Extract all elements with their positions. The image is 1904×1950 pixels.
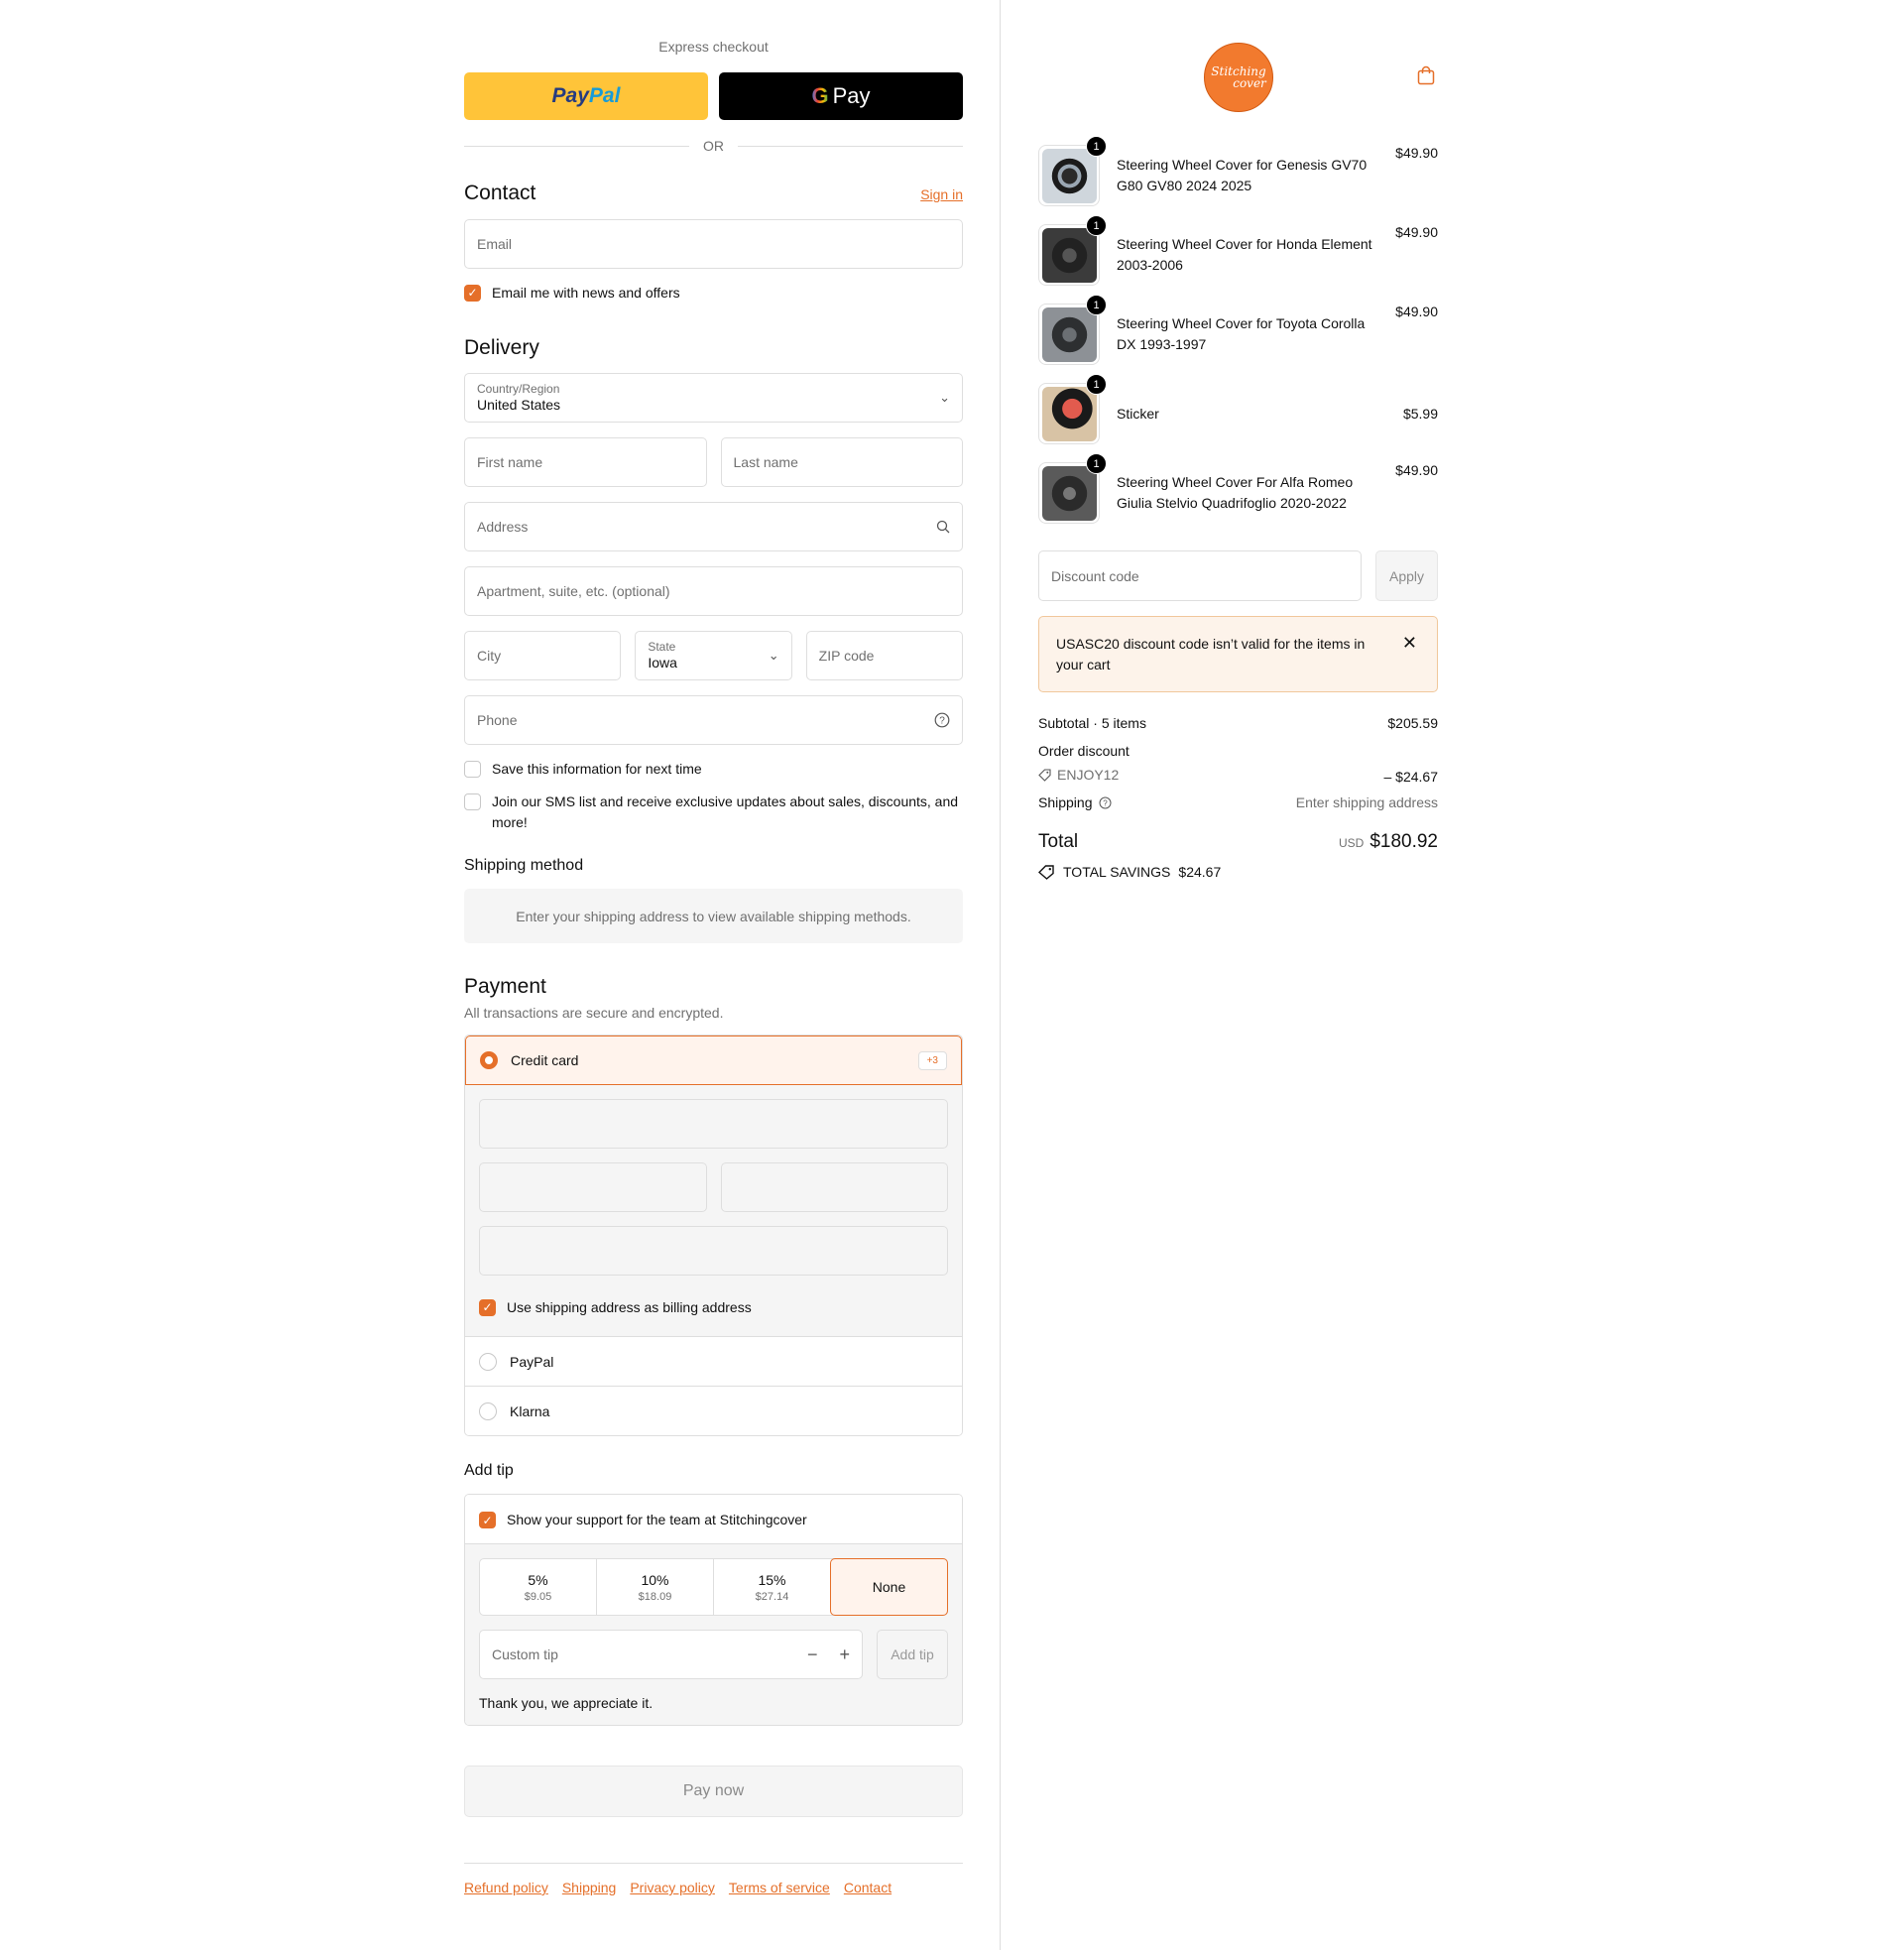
help-icon[interactable] (1099, 796, 1112, 809)
item-price: $5.99 (1402, 406, 1438, 422)
card-cvv-field[interactable] (721, 1162, 949, 1212)
discount-code-field[interactable] (1038, 550, 1362, 601)
svg-text:?: ? (939, 715, 945, 727)
payment-subtitle: All transactions are secure and encrypted. (464, 1005, 724, 1021)
discount-code-placeholder: Discount code (1051, 567, 1139, 584)
tip-support-checkbox[interactable]: ✓ (479, 1512, 496, 1528)
tip-amount: $9.05 (524, 1590, 552, 1603)
total-value: $180.92 (1369, 831, 1438, 852)
save-info-row[interactable] (464, 759, 963, 780)
paypal-express-button[interactable] (464, 72, 708, 120)
google-pay-label: Pay (832, 83, 871, 108)
save-info-label: Save this information for next time (492, 761, 702, 777)
state-value: Iowa (648, 655, 677, 670)
apartment-field[interactable] (464, 566, 963, 616)
shopping-bag-icon[interactable] (1417, 65, 1435, 85)
more-cards-badge: +3 (918, 1051, 947, 1070)
steering-wheel-image (1042, 228, 1097, 283)
last-name-placeholder: Last name (733, 454, 798, 470)
shipping-label: Shipping (1038, 794, 1093, 810)
custom-tip-placeholder: Custom tip (492, 1646, 558, 1662)
chevron-down-icon: ⌄ (768, 648, 779, 663)
checkout-main (464, 0, 963, 1895)
zip-field[interactable] (806, 631, 963, 680)
subtotal-value: $205.59 (1387, 715, 1438, 731)
payment-methods (464, 1035, 963, 1436)
item-price: $49.90 (1395, 145, 1438, 161)
shipping-method-note-text: Enter your shipping address to view available shipping methods. (516, 908, 911, 924)
google-g-icon: G (811, 83, 829, 108)
search-icon (936, 520, 950, 534)
close-icon[interactable]: ✕ (1401, 633, 1417, 653)
cart-item (1038, 140, 1438, 206)
google-pay-button[interactable] (719, 72, 963, 120)
klarna-option-label: Klarna (510, 1402, 550, 1419)
tip-option-5[interactable] (480, 1559, 596, 1615)
paypal-option[interactable] (465, 1336, 962, 1386)
item-price: $49.90 (1395, 462, 1438, 478)
steering-wheel-image (1042, 149, 1097, 203)
state-label: State (648, 640, 676, 654)
cart-item (1038, 219, 1438, 286)
total-amount (1339, 831, 1438, 853)
delivery-title: Delivery (464, 336, 539, 359)
tip-percent: 10% (641, 1571, 669, 1588)
tip-amount: $27.14 (755, 1590, 789, 1603)
quantity-badge: 1 (1086, 136, 1107, 157)
first-name-field[interactable] (464, 437, 707, 487)
news-checkbox-row[interactable] (464, 283, 963, 304)
logo-line2: cover (1233, 76, 1266, 90)
tip-support-row[interactable] (465, 1495, 962, 1544)
quantity-badge: 1 (1086, 215, 1107, 236)
email-placeholder: Email (477, 236, 513, 252)
express-checkout-label: Express checkout (658, 39, 769, 55)
klarna-option[interactable] (465, 1386, 962, 1435)
name-row (464, 437, 963, 487)
total-label: Total (1038, 831, 1079, 852)
address-placeholder: Address (477, 519, 529, 535)
store-logo[interactable] (1204, 43, 1273, 112)
contact-header (464, 182, 963, 205)
contact-title: Contact (464, 182, 536, 204)
card-expiry-field[interactable] (479, 1162, 707, 1212)
quantity-badge: 1 (1086, 295, 1107, 315)
tip-option-none[interactable] (830, 1558, 948, 1616)
subtotal-label: Subtotal · 5 items (1038, 715, 1146, 731)
city-placeholder: City (477, 648, 502, 664)
apply-discount-button[interactable]: Apply (1375, 550, 1438, 601)
tag-icon (1038, 769, 1051, 782)
apartment-placeholder: Apartment, suite, etc. (optional) (477, 583, 670, 599)
item-thumbnail (1038, 299, 1100, 365)
help-icon[interactable] (934, 712, 950, 728)
order-summary-column (1002, 0, 1904, 1950)
divider-line (464, 146, 689, 147)
news-checkbox-label: Email me with news and offers (492, 285, 680, 301)
sms-label: Join our SMS list and receive exclusive updates about sales, discounts, and more! (492, 793, 959, 830)
add-tip-button[interactable]: Add tip (877, 1630, 948, 1679)
item-name: Steering Wheel Cover for Honda Element 2003-2006 (1117, 236, 1372, 273)
currency-code: USD (1338, 836, 1365, 850)
discount-row (1038, 550, 1438, 601)
steering-wheel-image (1042, 466, 1097, 521)
subtotal-row (1038, 715, 1438, 731)
city-state-zip-row (464, 631, 963, 680)
or-label: OR (703, 138, 724, 154)
pay-now-button[interactable]: Pay now (464, 1766, 963, 1817)
divider-line (738, 146, 963, 147)
tip-amount: $18.09 (638, 1590, 672, 1603)
quantity-badge: 1 (1086, 374, 1107, 395)
news-checkbox[interactable]: ✓ (464, 285, 481, 302)
custom-tip-row (479, 1630, 948, 1679)
last-name-field[interactable] (721, 437, 964, 487)
order-discount-label: Order discount (1038, 743, 1130, 759)
or-divider (464, 138, 963, 154)
discount-code-tag (1038, 767, 1119, 783)
card-row (479, 1162, 948, 1226)
discount-amount: – $24.67 (1383, 768, 1438, 785)
card-fields (465, 1085, 962, 1336)
shipping-method-title: Shipping method (464, 857, 584, 874)
billing-same-label: Use shipping address as billing address (507, 1299, 752, 1315)
credit-card-label: Credit card (511, 1052, 579, 1068)
email-field[interactable] (464, 219, 963, 269)
shipping-label-wrap (1038, 794, 1112, 810)
address-field[interactable] (464, 502, 963, 551)
item-thumbnail (1038, 219, 1100, 286)
tip-percent: 5% (528, 1571, 548, 1588)
country-label: Country/Region (477, 382, 560, 396)
zip-placeholder: ZIP code (818, 648, 875, 664)
item-price: $49.90 (1395, 304, 1438, 319)
tip-thanks: Thank you, we appreciate it. (479, 1695, 654, 1711)
discount-code-value: ENJOY12 (1057, 767, 1120, 783)
alert-message: USASC20 discount code isn’t valid for the items in your cart (1056, 636, 1366, 672)
credit-card-option[interactable] (465, 1036, 962, 1085)
refund-policy-link[interactable]: Refund policy (464, 1880, 548, 1895)
paypal-logo-part1: Pay (551, 84, 589, 107)
billing-same-row[interactable] (479, 1289, 948, 1336)
cart-item (1038, 457, 1438, 524)
paypal-option-label: PayPal (510, 1353, 554, 1370)
tip-option-10[interactable] (596, 1559, 713, 1615)
payment-title: Payment (464, 975, 546, 998)
sticker-image (1042, 387, 1097, 441)
city-field[interactable] (464, 631, 621, 680)
card-number-field[interactable] (479, 1099, 948, 1149)
discount-code-row (1038, 767, 1438, 785)
cart-item (1038, 299, 1438, 365)
save-info-checkbox[interactable] (464, 761, 481, 778)
tip-body (465, 1544, 962, 1725)
sms-checkbox[interactable] (464, 793, 481, 810)
phone-field[interactable] (464, 695, 963, 745)
savings-value: $24.67 (1178, 864, 1222, 880)
sign-in-link[interactable]: Sign in (920, 186, 963, 202)
phone-placeholder: Phone (477, 712, 518, 728)
tip-percent: 15% (758, 1571, 786, 1588)
country-value: United States (477, 397, 561, 413)
savings-tag-icon (1038, 865, 1055, 880)
credit-card-radio[interactable] (480, 1051, 498, 1069)
card-name-field[interactable] (479, 1226, 948, 1276)
item-name: Steering Wheel Cover for Toyota Corolla DX 1993-1997 (1117, 315, 1366, 352)
quantity-badge: 1 (1086, 453, 1107, 474)
item-thumbnail (1038, 378, 1100, 444)
paypal-radio[interactable] (479, 1353, 497, 1371)
tip-stepper (807, 1645, 850, 1665)
item-name: Steering Wheel Cover for Genesis GV70 G80 GV80 2024 2025 (1117, 157, 1368, 193)
item-name: Sticker (1117, 405, 1159, 422)
paypal-logo-part2: Pal (588, 84, 621, 107)
tip-section (464, 1494, 963, 1726)
cart-item (1038, 378, 1438, 444)
svg-text:?: ? (1102, 798, 1108, 807)
sms-row[interactable] (464, 792, 963, 833)
shipping-row (1038, 794, 1438, 810)
shipping-link[interactable]: Shipping (561, 1880, 617, 1895)
first-name-placeholder: First name (477, 454, 543, 470)
total-savings-row (1038, 864, 1221, 880)
footer-links (464, 1880, 963, 1895)
add-tip-title: Add tip (464, 1462, 514, 1479)
logo-line1: Stitching (1211, 64, 1266, 78)
country-select[interactable] (464, 373, 963, 423)
footer-divider (464, 1863, 963, 1864)
item-thumbnail (1038, 457, 1100, 524)
klarna-radio[interactable] (479, 1402, 497, 1420)
contact-link[interactable]: Contact (843, 1880, 892, 1895)
minus-icon[interactable]: − (806, 1644, 818, 1664)
tip-support-label: Show your support for the team at Stitchingcover (507, 1511, 807, 1527)
order-discount-row (1038, 743, 1438, 759)
item-thumbnail (1038, 140, 1100, 206)
total-row (1038, 831, 1438, 853)
terms-of-service-link[interactable]: Terms of service (728, 1880, 830, 1895)
item-price: $49.90 (1395, 224, 1438, 240)
express-buttons (464, 72, 963, 120)
chevron-down-icon: ⌄ (939, 390, 950, 405)
billing-same-checkbox[interactable]: ✓ (479, 1299, 496, 1316)
tip-none-label: None (872, 1579, 906, 1595)
shipping-value: Enter shipping address (1295, 794, 1438, 810)
state-select[interactable] (635, 631, 791, 680)
tip-options (479, 1558, 948, 1616)
plus-icon[interactable]: + (839, 1644, 850, 1664)
custom-tip-field[interactable] (479, 1630, 863, 1679)
privacy-policy-link[interactable]: Privacy policy (630, 1880, 715, 1895)
steering-wheel-image (1042, 307, 1097, 362)
tip-option-15[interactable] (713, 1559, 830, 1615)
savings-label: TOTAL SAVINGS (1063, 864, 1171, 880)
item-name: Steering Wheel Cover For Alfa Romeo Giulia Stelvio Quadrifoglio 2020-2022 (1117, 474, 1354, 511)
shipping-method-note (464, 889, 963, 943)
discount-error-alert (1038, 616, 1438, 692)
